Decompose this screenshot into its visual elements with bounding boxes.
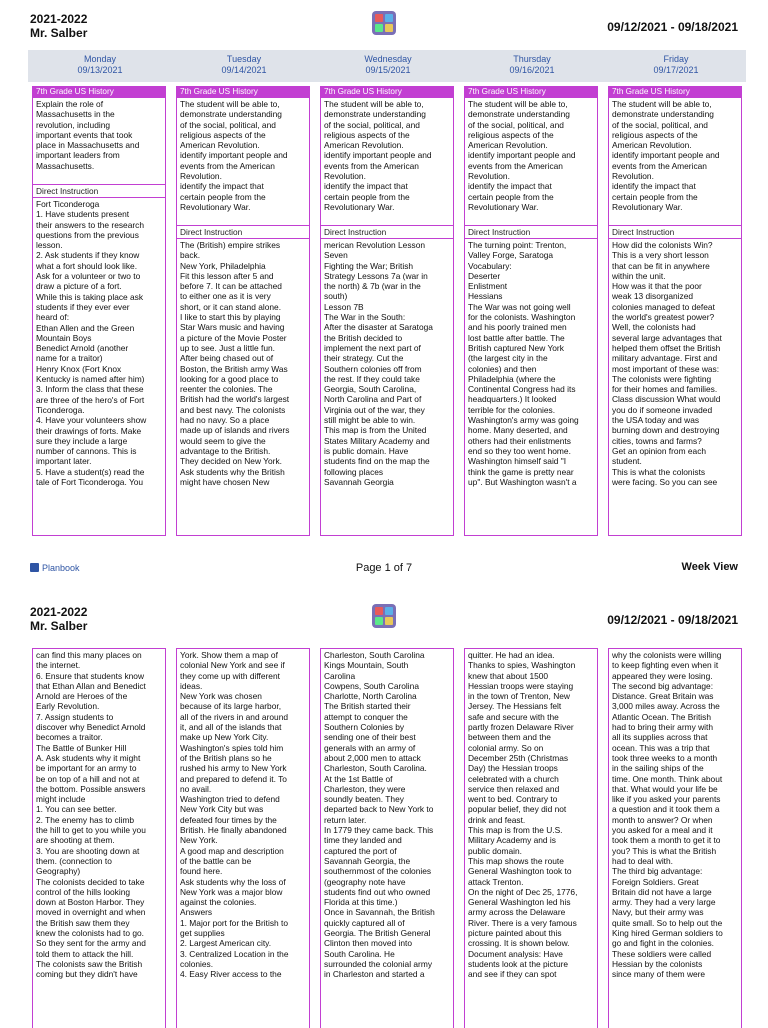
subject-label: 7th Grade US History	[33, 87, 165, 98]
lesson-body: Fort Ticonderoga 1. Have students present their answers to the research questions from the previous lesson. 2. Ask students if they know what a fort should look like. Ask for a volunteer or two to draw a picture of a fort. While this is taking place ask students if they ever ever heard of: Ethan Allen and the Green Mountain Boys Benedict Arnold (another name for a traitor) Henry Knox (Fort Knox Kentucky is named after him) 3. Inform the class that these are three of the hero's of Fort Ticonderoga. 4. Have your volunteers show their drawings of forts. Make sure they include a large number of cannons. This is important later. 5. Have a student(s) read the tale of Fort Ticonderoga. You	[36, 199, 147, 488]
date-range: 09/12/2021 - 09/18/2021	[607, 613, 738, 627]
week-view-label: Week View	[681, 561, 738, 573]
page-footer	[0, 560, 768, 580]
direct-instruction-label: Direct Instruction	[609, 226, 741, 239]
direct-instruction-label: Direct Instruction	[177, 226, 309, 239]
lesson-body: The (British) empire strikes back. New York, Philadelphia Fit this lesson after 5 and before 7. It can be attached to either one as it is very short, or it can stand alone. I like to start this by playing Star Wars music and having a picture of the Movie Poster up to see. Just a little fun. After being chased out of Boston, the British army Was looking for a good place to reenter the colonies. The British had the world's largest and best navy. The colonists had no navy. So a place made up of islands and rivers would seem to give the advantage to the British. They decided on New York. Ask students why the British might have chosen New	[180, 240, 290, 487]
subject-label: 7th Grade US History	[609, 87, 741, 98]
subject-label: 7th Grade US History	[321, 87, 453, 98]
direct-instruction-label: Direct Instruction	[465, 226, 597, 239]
school-year: 2021-2022	[30, 605, 88, 619]
planbook-logo-icon	[372, 604, 396, 628]
lesson-body: The turning point: Trenton, Valley Forge, Saratoga Vocabulary: Deserter Enlistment Hessians The War was not going well for the colonists. Washington and his poorly trained men lost battle after battle. The British captured New York (the largest city in the colonies) and then Philadelphia (where the Continental Congress had its headquarters.) It looked terrible for the colonies. Washington's army was going home. Many deserted, and others had their enlistments end so they too went home. Washington himself said "I think the game is pretty near up". But Washington wasn't a	[468, 240, 579, 487]
page-2	[0, 596, 768, 1024]
day-monday[interactable]: Monday 09/13/2021	[77, 54, 123, 75]
lesson-card-monday[interactable]	[32, 86, 166, 536]
lesson-card-friday[interactable]	[608, 86, 742, 536]
lesson-objective: The student will be able to, demonstrate understanding of the social, political, and religious aspects of the American Revolution. identify important people and events from the American Revolution. identify the impact that certain people from the Revolutionary War.	[465, 98, 597, 226]
lesson-continued-thursday[interactable]: quitter. He had an idea. Thanks to spies, Washington knew that about 1500 Hessian troops were staying in the town of Trenton, New Jersey. The Hessians felt safe and secure with the partly frozen Delaware River between them and the colonial army. So on December 25th (Christmas Day) the Hessian troops celebrated with a church service then relaxed and went to bed. Contrary to popular belief, they did not drink and feast. This map is from the U.S. Military Academy and is public domain. This map shows the route General Washington took to attack Trenton. On the night of Dec 25, 1776, General Washington led his army across the Delaware River. There is a very famous picture painted about this crossing. It is shown below. Document analysis: Have students look at the picture and see if they can spot	[464, 648, 598, 1028]
day-thursday[interactable]: Thursday 09/16/2021	[509, 54, 555, 75]
lesson-continued-tuesday[interactable]: York. Show them a map of colonial New York and see if they come up with different ideas. New York was chosen because of its large harbor, all of the rivers in and around it, and all of the islands that make up New York City. Washington's spies told him of the British plans so he rushed his army to New York and prepared to defend it. To no avail. Washington tried to defend New York City but was defeated four times by the British. He finally abandoned New York. A good map and description of the battle can be found here. Ask students why the loss of New York was a major blow against the colonies. Answers 1. Major port for the British to get supplies 2. Largest American city. 3. Centralized Location in the colonies. 4. Easy River access to the	[176, 648, 310, 1028]
header-left	[30, 12, 87, 40]
lesson-objective: Explain the role of Massachusetts in the revolution, including important events that took place in Massachusetts and important leaders from Massachusetts.	[33, 98, 165, 185]
lesson-card-tuesday[interactable]	[176, 86, 310, 536]
subject-label: 7th Grade US History	[177, 87, 309, 98]
lesson-objective: The student will be able to, demonstrate understanding of the social, political, and religious aspects of the American Revolution. identify important people and events from the American Revolution. identify the impact that certain people from the Revolutionary War.	[321, 98, 453, 226]
teacher-name: Mr. Salber	[30, 619, 88, 633]
subject-label: 7th Grade US History	[465, 87, 597, 98]
school-year: 2021-2022	[30, 12, 88, 26]
lesson-body: How did the colonists Win? This is a very short lesson that can be fit in anywhere within the unit. How was it that the poor weak 13 disorganized colonies managed to defeat the world's greatest power? Well, the colonists had several large advantages that helped them offset the British military advantage. First and most important of these was: The colonists were fighting for their homes and families. Class discussion What would you do if someone invaded the USA today and was burning down and destroying cities, towns and farms? Get an opinion from each student. This is what the colonists were facing. So you can see	[612, 240, 722, 487]
lesson-card-wednesday[interactable]	[320, 86, 454, 536]
header-left	[30, 605, 87, 633]
lesson-objective: The student will be able to, demonstrate understanding of the social, political, and religious aspects of the American Revolution. identify important people and events from the American Revolution. identify the impact that certain people from the Revolutionary War.	[609, 98, 741, 226]
direct-instruction-label: Direct Instruction	[33, 185, 165, 198]
lesson-continued-wednesday[interactable]: Charleston, South Carolina Kings Mountain, South Carolina Cowpens, South Carolina Charlotte, North Carolina The British started their attempt to conquer the Southern Colonies by sending one of their best generals with an army of about 2,000 men to attack Charleston, South Carolina. At the 1st Battle of Charleston, they were soundly beaten. They departed back to New York to return later. In 1779 they came back. This time they landed and captured the port of Savannah Georgia, the southernmost of the colonies (geography note have students find out who owned Florida at this time.) Once in Savannah, the British quickly captured all of Georgia. The British General Clinton then moved into South Carolina. He surrounded the colonial army in Charleston and started a	[320, 648, 454, 1028]
lesson-objective: The student will be able to, demonstrate understanding of the social, political, and religious aspects of the American Revolution. identify important people and events from the American Revolution. identify the impact that certain people from the Revolutionary War.	[177, 98, 309, 226]
lesson-card-thursday[interactable]	[464, 86, 598, 536]
lesson-continued-monday[interactable]: can find this many places on the internet. 6. Ensure that students know that Ethan Allan and Benedict Arnold are Heroes of the Early Revolution. 7. Assign students to discover why Benedict Arnold becomes a traitor. The Battle of Bunker Hill A. Ask students why it might be important for an army to be on top of a hill and not at the bottom. Possible answers might include 1. You can see better. 2. The enemy has to climb the hill to get to you while you are shooting at them. 3. You are shooting down at them. (connection to Geography) The colonists decided to take control of the hills looking down at Boston Harbor. They moved in overnight and when the British saw them they knew the colonists had to go. So they sent for the army and told them to attack the hill. The colonists saw the British coming but they didn't have	[32, 648, 166, 1028]
direct-instruction-label: Direct Instruction	[321, 226, 453, 239]
day-wednesday[interactable]: Wednesday 09/15/2021	[364, 54, 412, 75]
teacher-name: Mr. Salber	[30, 26, 88, 40]
day-tuesday[interactable]: Tuesday 09/14/2021	[221, 54, 267, 75]
page-number: Page 1 of 7	[355, 562, 413, 574]
planbook-link[interactable]: Planbook	[30, 563, 80, 573]
planbook-logo-icon	[372, 11, 396, 35]
lesson-continued-friday[interactable]: why the colonists were willing to keep fighting even when it appeared they were losing. The second big advantage: Distance. Great Britain was 3,000 miles away. Across the Atlantic Ocean. The British had to bring their army with all its supplies across that ocean. This was a trip that took three weeks to a month in the sailing ships of the time. One month. Think about that. What would your life be like if you asked your parents a question and it took them a month to answer? Or when you asked for a meal and it took them a month to get it to you? This is what the British had to deal with. The third big advantage: Foreign Soldiers. Great Britain did not have a large army. They had a very large Navy, but their army was quite small. So to help out the King hired German soldiers to go and fight in the colonies. These soldiers were called Hessian by the colonists since many of them were	[608, 648, 742, 1028]
lesson-body: merican Revolution Lesson Seven Fighting the War; British Strategy Lessons 7a (war in the north) & 7b (war in the south) Lesson 7B The War in the South: After the disaster at Saratoga the British decided to implement the next part of their strategy. Cut the Southern colonies off from the rest. If they could take Georgia, South Carolina, North Carolina and Part of Virginia out of the war, they still might be able to win. This map is from the United States Military Academy and is public domain. Have students find on the map the following places Savannah Georgia	[324, 240, 433, 487]
date-range: 09/12/2021 - 09/18/2021	[607, 20, 738, 34]
day-friday[interactable]: Friday 09/17/2021	[653, 54, 699, 75]
day-header-bar	[28, 50, 746, 82]
